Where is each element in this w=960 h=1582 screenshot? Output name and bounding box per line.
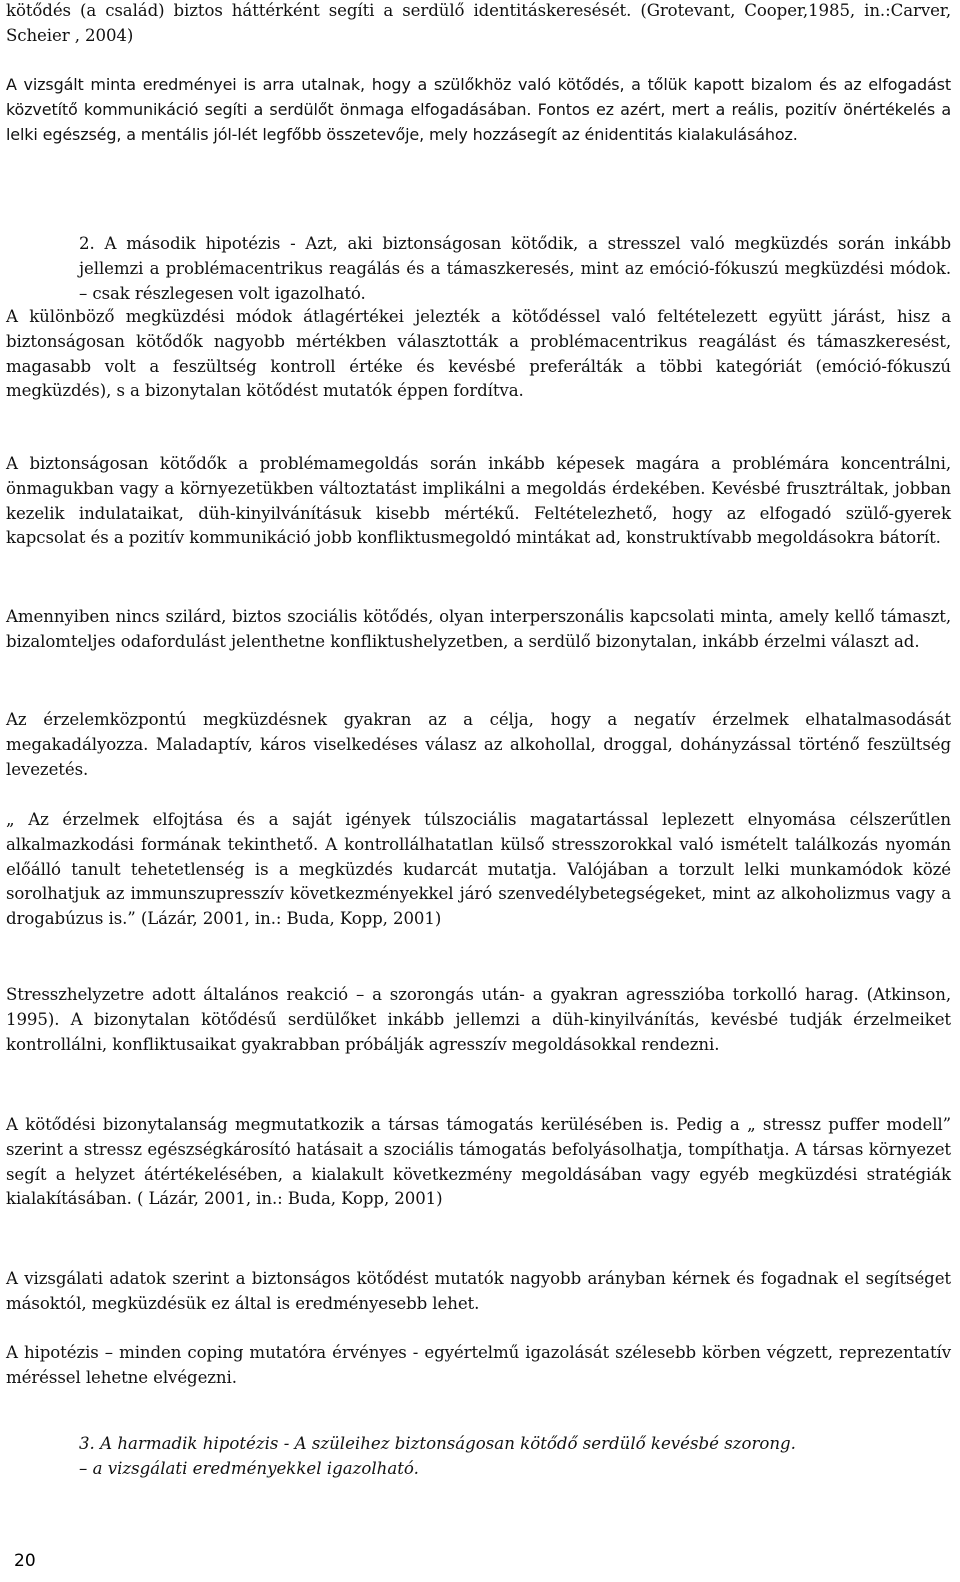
paragraph-second-hypothesis: 2. A második hipotézis - Azt, aki biztonságosan kötődik, a stresszel való megküzdés során inkább jellemzi a problémacentrikus reagálás és a támaszkeresés, mint az emóció-fókuszú megküzdési módok. – csak részlegesen volt igazolható. bbox=[79, 234, 951, 303]
paragraph-quote-lazar: „ Az érzelmek elfojtása és a saját igények túlszociális magatartással leplezett elnyomása célszerűtlen alkalmazkodási formának tekinthető. A kontrollálhatatlan külső stresszorokkal való ismételt találkozás nyomán előálló tanult tehetetlenség is a megküzdés kudarcát mutatja. Valójában a torzult lelki munkamódok közé sorolhatjuk az immunszupresszív következményekkel járó szenvedélybetegségeket, mint az alkoholizmus vagy a drogabúzus is.” (Lázár, 2001, in.: Buda, Kopp, 2001) bbox=[6, 810, 951, 929]
paragraph-intro-continuation: kötődés (a család) biztos háttérként segíti a serdülő identitáskeresését. (Grotevant, Cooper,1985, in.:Carver, Scheier , 2004) bbox=[6, 1, 951, 45]
third-hypothesis-line-2: – a vizsgálati eredményekkel igazolható. bbox=[79, 1458, 419, 1478]
paragraph-coping-averages: A különböző megküzdési módok átlagértékei jelezték a kötődéssel való feltételezett együtt járást, hisz a biztonságosan kötődők nagyobb mértékben választották a problémacentrikus reagálást és támaszkeresést, magasabb volt a feszültség kontroll értéke és kevésbé preferálták a többi kategóriát (emóció-fókuszú megküzdés), s a bizonytalan kötődést mutatók éppen fordítva. bbox=[6, 307, 951, 401]
paragraph-secure-attachment-problem-solving: A biztonságosan kötődők a problémamegoldás során inkább képesek magára a problémára koncentrálni, önmagukban vagy a környezetükben változtatást implikálni a megoldás érdekében. Kevésbé frusztráltak, jobban kezelik indulataikat, düh-kinyilvánításuk kisebb mértékű. Feltételezhető, hogy az elfogadó szülő-gyerek kapcsolat és a pozitív kommunikáció jobb konfliktusmegoldó mintákat ad, konstruktívabb megoldásokra bátorít. bbox=[6, 454, 951, 548]
page-number: 20 bbox=[14, 1551, 36, 1571]
paragraph-social-support: A kötődési bizonytalanság megmutatkozik a társas támogatás kerülésében is. Pedig a „ stressz puffer modell” szerint a stressz egészségkárosító hatásait a szociális támogatás befolyásolhatja, tompíthatja. A társas környezet segít a helyzet átértékelésében, a kialakult következmény megoldásában vagy egyéb megküzdési stratégiák kialakításában. ( Lázár, 2001, in.: Buda, Kopp, 2001) bbox=[6, 1115, 951, 1209]
paragraph-insecure-social-bond: Amennyiben nincs szilárd, biztos szociális kötődés, olyan interperszonális kapcsolati minta, amely kellő támaszt, bizalomteljes odafordulást jelenthetne konfliktushelyzetben, a serdülő bizonytalan, inkább érzelmi választ ad. bbox=[6, 607, 951, 651]
paragraph-stress-reaction: Stresszhelyzetre adott általános reakció – a szorongás után- a gyakran agresszióba torkolló harag. (Atkinson, 1995). A bizonytalan kötődésű serdülőket inkább jellemzi a düh-kinyilvánítás, kevésbé tudják érzelmeiket kontrollálni, konfliktusaikat gyakrabban próbálják agresszív megoldásokkal rendezni. bbox=[6, 985, 951, 1054]
paragraph-help-seeking: A vizsgálati adatok szerint a biztonságos kötődést mutatók nagyobb arányban kérnek és fogadnak el segítséget másoktól, megküzdésük ez által is eredményesebb lehet. bbox=[6, 1269, 951, 1313]
paragraph-coping-verification: A hipotézis – minden coping mutatóra érvényes - egyértelmű igazolását szélesebb körben végzett, reprezentatív méréssel lehetne elvégezni. bbox=[6, 1343, 951, 1387]
paragraph-emotion-focused-coping: Az érzelemközpontú megküzdésnek gyakran az a célja, hogy a negatív érzelmek elhatalmasodását megakadályozza. Maladaptív, káros viselkedéses válasz az alkohollal, droggal, dohányzással történő feszültség levezetés. bbox=[6, 710, 951, 779]
paragraph-results-summary: A vizsgált minta eredményei is arra utalnak, hogy a szülőkhöz való kötődés, a tőlük kapott bizalom és az elfogadást közvetítő kommunikáció segíti a serdülőt önmaga elfogadásában. Fontos ez azért, mert a reális, pozitív önértékelés a lelki egészség, a mentális jól-lét legfőbb összetevője, mely hozzásegít az énidentitás kialakulásához. bbox=[6, 75, 951, 144]
third-hypothesis-line-1: 3. A harmadik hipotézis - A szüleihez biztonságosan kötődő serdülő kevésbé szorong. bbox=[79, 1433, 796, 1453]
